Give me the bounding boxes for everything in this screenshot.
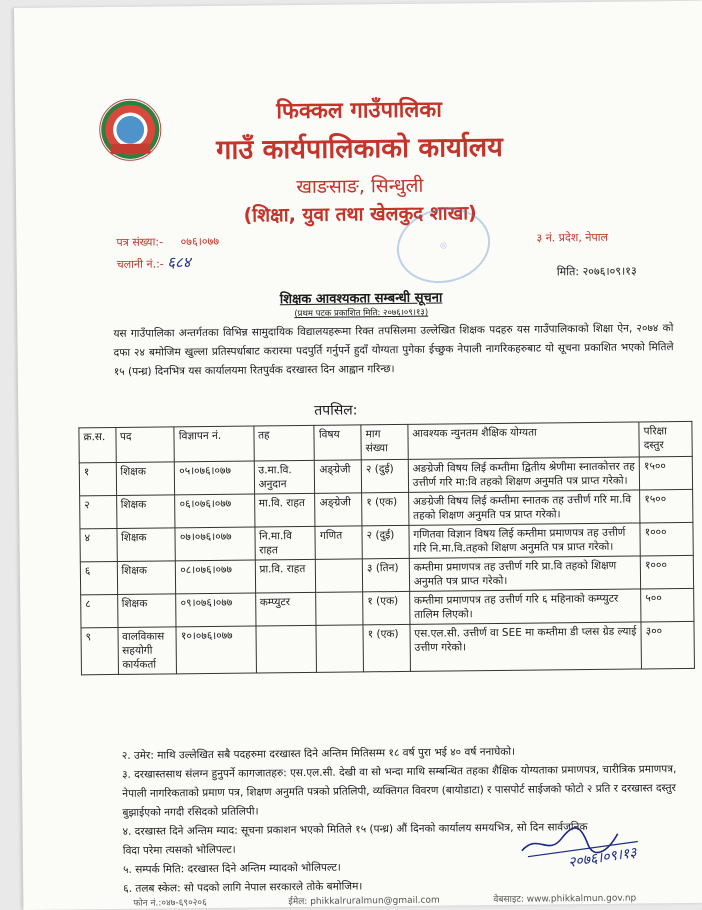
cell-ad-number: ०६।०७६।०७७ [175, 494, 254, 528]
note-item: ५. सम्पर्क मिति: दरखास्त दिने अन्तिम म्यादको भोलिपल्ट। [122, 861, 341, 876]
office-stamp: ◎ [390, 199, 498, 292]
cell-serial: १ [79, 462, 116, 495]
cell-qualification: कम्तीमा प्रमाणपत्र तह उत्तीर्ण गरि प्रा.वि तहको शिक्षण अनुमति पत्र प्राप्त गरेको। [409, 556, 641, 591]
cell-fee: ५०० [641, 588, 694, 622]
cell-serial: ९ [81, 627, 118, 674]
footer-website: वेबसाइट: www.phikkalmun.gov.np [493, 893, 637, 906]
cell-demand: २ (दुई) [362, 525, 409, 558]
cell-ad-number: १०।०७६।०७७ [176, 626, 256, 674]
notice-subtitle: (प्रथम पटक प्रकाशित मिति: २०७६।०९।१३) [294, 307, 429, 320]
org-name: फिक्कल गाउँपालिका [276, 97, 443, 125]
cell-ad-number: ०९।०७६।०७७ [176, 593, 255, 627]
cell-post: शिक्षक [117, 561, 176, 595]
cell-qualification: अङग्रेजी विषय लिई कम्तीमा स्नातक तह उत्तीर्ण गरि मा.वि तहको शिक्षण अनुमति पत्र प्राप्त गरेको। [408, 490, 640, 525]
cell-level: प्रा.वि. राहत [255, 559, 316, 593]
col-fee: परिक्षा दस्तुर [639, 421, 692, 457]
col-post: पद [115, 427, 174, 463]
branch-name: (शिक्षा, युवा तथा खेलकुद शाखा) [243, 202, 477, 227]
col-qualification: आवश्यक न्युनतम शैक्षिक योग्यता [408, 422, 640, 459]
cell-ad-number: ०८।०७६।०७७ [176, 560, 255, 594]
cell-post: शिक्षक [116, 528, 175, 562]
note-item: ६. तलब स्केल: सो पदको लागि नेपाल सरकारले तोके बमोजिम। [123, 880, 363, 895]
cell-subject [316, 625, 363, 672]
cell-fee: १५०० [640, 489, 693, 523]
signature [518, 821, 678, 871]
cell-subject: गणित [315, 526, 362, 559]
cell-subject [316, 592, 363, 625]
cell-post: शिक्षक [116, 495, 175, 529]
cell-subject: अङ्ग्रेजी [315, 460, 362, 493]
cell-level: उ.मा.वि. अनुदान [254, 460, 315, 494]
cell-subject [316, 559, 363, 592]
signature-date: २०७६।०९।१३ [567, 844, 638, 871]
col-level: तह [253, 425, 314, 461]
province-label: ३ नं. प्रदेश, नेपाल [536, 230, 609, 245]
cell-level [256, 625, 317, 673]
cell-serial: ८ [81, 594, 118, 627]
footer-phone: फोन नं.:०४७-६९०२०६ [133, 898, 207, 909]
dispatch-number [117, 252, 191, 273]
notes-list [122, 741, 684, 899]
cell-level: कम्प्युटर [255, 592, 316, 626]
vacancy-table [78, 421, 695, 675]
col-subject: विषय [314, 425, 361, 460]
cell-fee: १००० [640, 555, 693, 589]
cell-qualification: गणितवा विज्ञान विषय लिई कम्तीमा प्रमाणपत्र तह उत्तीर्ण गरि नि.मा.वि.तहको शिक्षण अनुमति पत्र प्राप्त गरेको। [409, 523, 641, 558]
cell-ad-number: ०७।०७६।०७७ [175, 527, 254, 561]
office-name: गाउँ कार्यपालिकाको कार्यालय [216, 131, 503, 166]
issue-date: मिति: २०७६।०९।१३ [556, 264, 637, 279]
table-row [81, 621, 694, 674]
cell-level: नि.मा.वि राहत [254, 526, 315, 560]
notice-title: शिक्षक आवश्यकता सम्बन्धी सूचना [279, 290, 443, 308]
note-item: ३. दरखास्तसाथ संलग्न हुनुपर्ने कागजातहरु: एस.एल.सी. देखी वा सो भन्दा माथि सम्बन्धित तहका शैक्षिक योग्यताका प्रमाणपत्र, चारीत्रिक प्रमाणपत्र, नेपाली नागरिकताको प्रमाण पत्र, शिक्षण अनुमति पत्रको प्रतिलिपी, व्यक्तिगत विवरण (बायोडाटा) र पासपोर्ट साईजको फोटो २ प्रति र दरखास्त दस्तुर बुझाईएको नगदी रसिदको प्रतिलिपी। [121, 763, 677, 819]
cell-demand: २ (दुई) [361, 459, 408, 492]
note-item: ४. दरखास्त दिने अन्तिम म्याद: सूचना प्रकाशन भएको मितिले १५ (पन्ध्र) औं दिनको कार्यालय समयभित्र, सो दिन सार्वजनिक विदा परेमा त्यसको भोलिपल्ट। [122, 821, 588, 857]
dispatch-value: ६८४ [167, 253, 191, 272]
cell-qualification: कम्तीमा प्रमाणपत्र तह उत्तीर्ण गरि ६ महिनाको कम्प्युटर तालिम लिएको। [409, 589, 641, 624]
cell-post: शिक्षक [116, 462, 175, 496]
cell-ad-number: ०५।०७६।०७७ [175, 461, 254, 495]
office-place: खाङसाङ, सिन्धुली [296, 174, 424, 199]
cell-post: वालविकास सहयोगी कार्यकर्ता [118, 627, 177, 675]
footer-email: ईमेल: phikkalruralmun@gmail.com [288, 895, 440, 908]
notice-page [14, 1, 702, 910]
cell-subject: अङ्ग्रेजी [315, 493, 362, 526]
col-serial: क्र.स. [79, 427, 116, 462]
dispatch-label: चलानी नं.:- [116, 257, 164, 271]
ref-number [116, 234, 219, 250]
notice-body: यस गाउँपालिका अन्तर्गतका विभिन्न सामुदायिक विद्यालयहरूमा रिक्त तपसिलमा उल्लेखित शिक्षक पदहरु यस गाउँपालिकाको शिक्षा ऐन, २०७४ को दफा २४ बमोजिम खुल्ला प्रतिस्पर्धाबाट करारमा पदपुर्ति गर्नुपर्ने हुदाँ योग्यता पुगेका ईच्छुक नेपाली नागरिकहरुबाट यो सूचना प्रकाशित भएको मितिले १५ (पन्ध्र) दिनभित्र यस कार्यालयमा रितपुर्वक दरखास्त दिन आह्वान गरिन्छ। [113, 322, 674, 378]
cell-qualification: अङग्रेजी विषय लिई कम्तीमा द्वितीय श्रेणीमा स्नातकोत्तर तह उत्तीर्ण गरि मा:वि तहको शिक्षण अनुमति पत्र प्राप्त गरेको। [408, 457, 640, 492]
cell-serial: २ [80, 495, 117, 528]
cell-post: शिक्षक [117, 594, 176, 628]
ref-label: पत्र संख्या:- [116, 235, 164, 249]
col-ad-number: विज्ञापन नं. [174, 426, 254, 462]
cell-fee: १००० [640, 522, 693, 556]
cell-fee: १५०० [639, 456, 692, 490]
cell-serial: ४ [80, 528, 117, 561]
cell-fee: ३०० [641, 621, 694, 669]
cell-level: मा.वि. राहत [254, 493, 315, 527]
col-demand: माग संख्या [361, 424, 408, 459]
note-item: २. उमेर: माथि उल्लेखित सबै पदहरुमा दरखास्त दिने अन्तिम मितिसम्म १८ वर्ष पुरा भई ४० वर्ष ननाघेको। [121, 745, 516, 762]
schedule-heading: तपसिल: [314, 402, 358, 419]
cell-demand: १ (एक) [362, 492, 409, 525]
cell-qualification: एस.एल.सी. उत्तीर्ण वा SEE मा कम्तीमा डी प्लस ग्रेड ल्याई उत्तीण गरेको। [410, 622, 642, 671]
ref-value: ०७६।०७७ [180, 234, 220, 249]
cell-demand: १ (एक) [363, 591, 410, 624]
cell-demand: ३ (तिन) [362, 558, 409, 591]
cell-serial: ६ [80, 561, 117, 594]
cell-demand: १ (एक) [363, 624, 410, 671]
